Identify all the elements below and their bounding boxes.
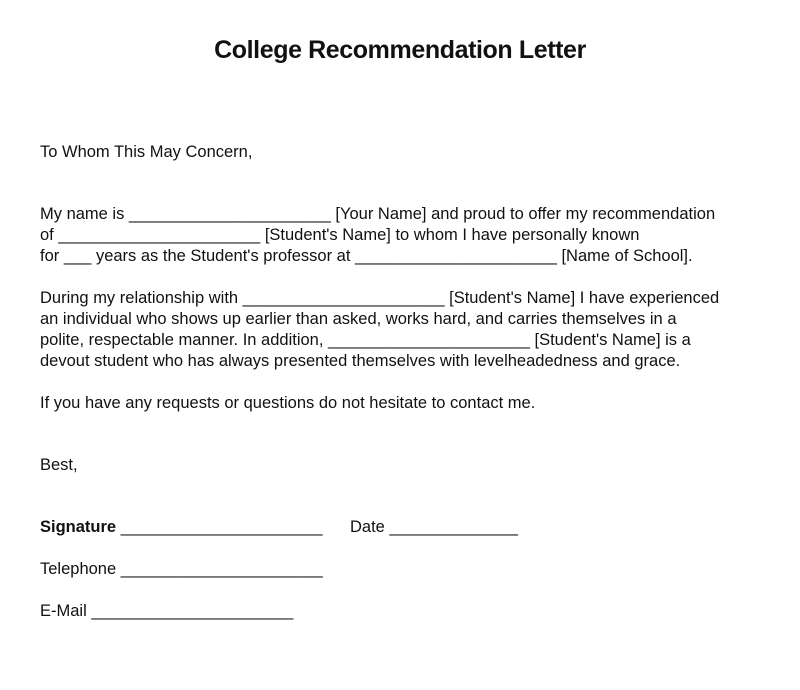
email-field	[40, 602, 293, 621]
paragraph-2-line-4: devout student who has always presented themselves with levelheadedness and grace.	[40, 352, 681, 370]
date-field	[350, 518, 518, 537]
email-label: E-Mail	[40, 602, 87, 620]
date-blank: ______________	[389, 518, 518, 536]
telephone-blank: ______________________	[120, 560, 323, 578]
telephone-label: Telephone	[40, 560, 117, 578]
paragraph-3: If you have any requests or questions do not hesitate to contact me.	[40, 394, 536, 412]
paragraph-2-line-1: During my relationship with ______________________ [Student's Name] I have experienced	[40, 289, 720, 307]
email-blank: ______________________	[91, 602, 294, 620]
paragraph-1-line-3: for ___ years as the Student's professor at ______________________ [Name of School].	[40, 247, 693, 265]
paragraph-1-line-1: My name is ______________________ [Your Name] and proud to offer my recommendation	[40, 205, 716, 223]
signature-blank: ______________________	[120, 518, 323, 536]
closing: Best,	[40, 456, 78, 474]
paragraph-1-line-2: of ______________________ [Student's Name] to whom I have personally known	[40, 226, 640, 244]
salutation: To Whom This May Concern,	[40, 143, 253, 161]
paragraph-2-line-3: polite, respectable manner. In addition, ______________________ [Student's Name] is a	[40, 331, 691, 349]
date-label: Date	[350, 518, 385, 536]
document-title: College Recommendation Letter	[214, 36, 586, 64]
signature-label: Signature	[40, 518, 117, 536]
paragraph-2-line-2: an individual who shows up earlier than asked, works hard, and carries themselves in a	[40, 310, 677, 328]
telephone-field	[40, 560, 323, 579]
signature-field	[40, 518, 323, 537]
